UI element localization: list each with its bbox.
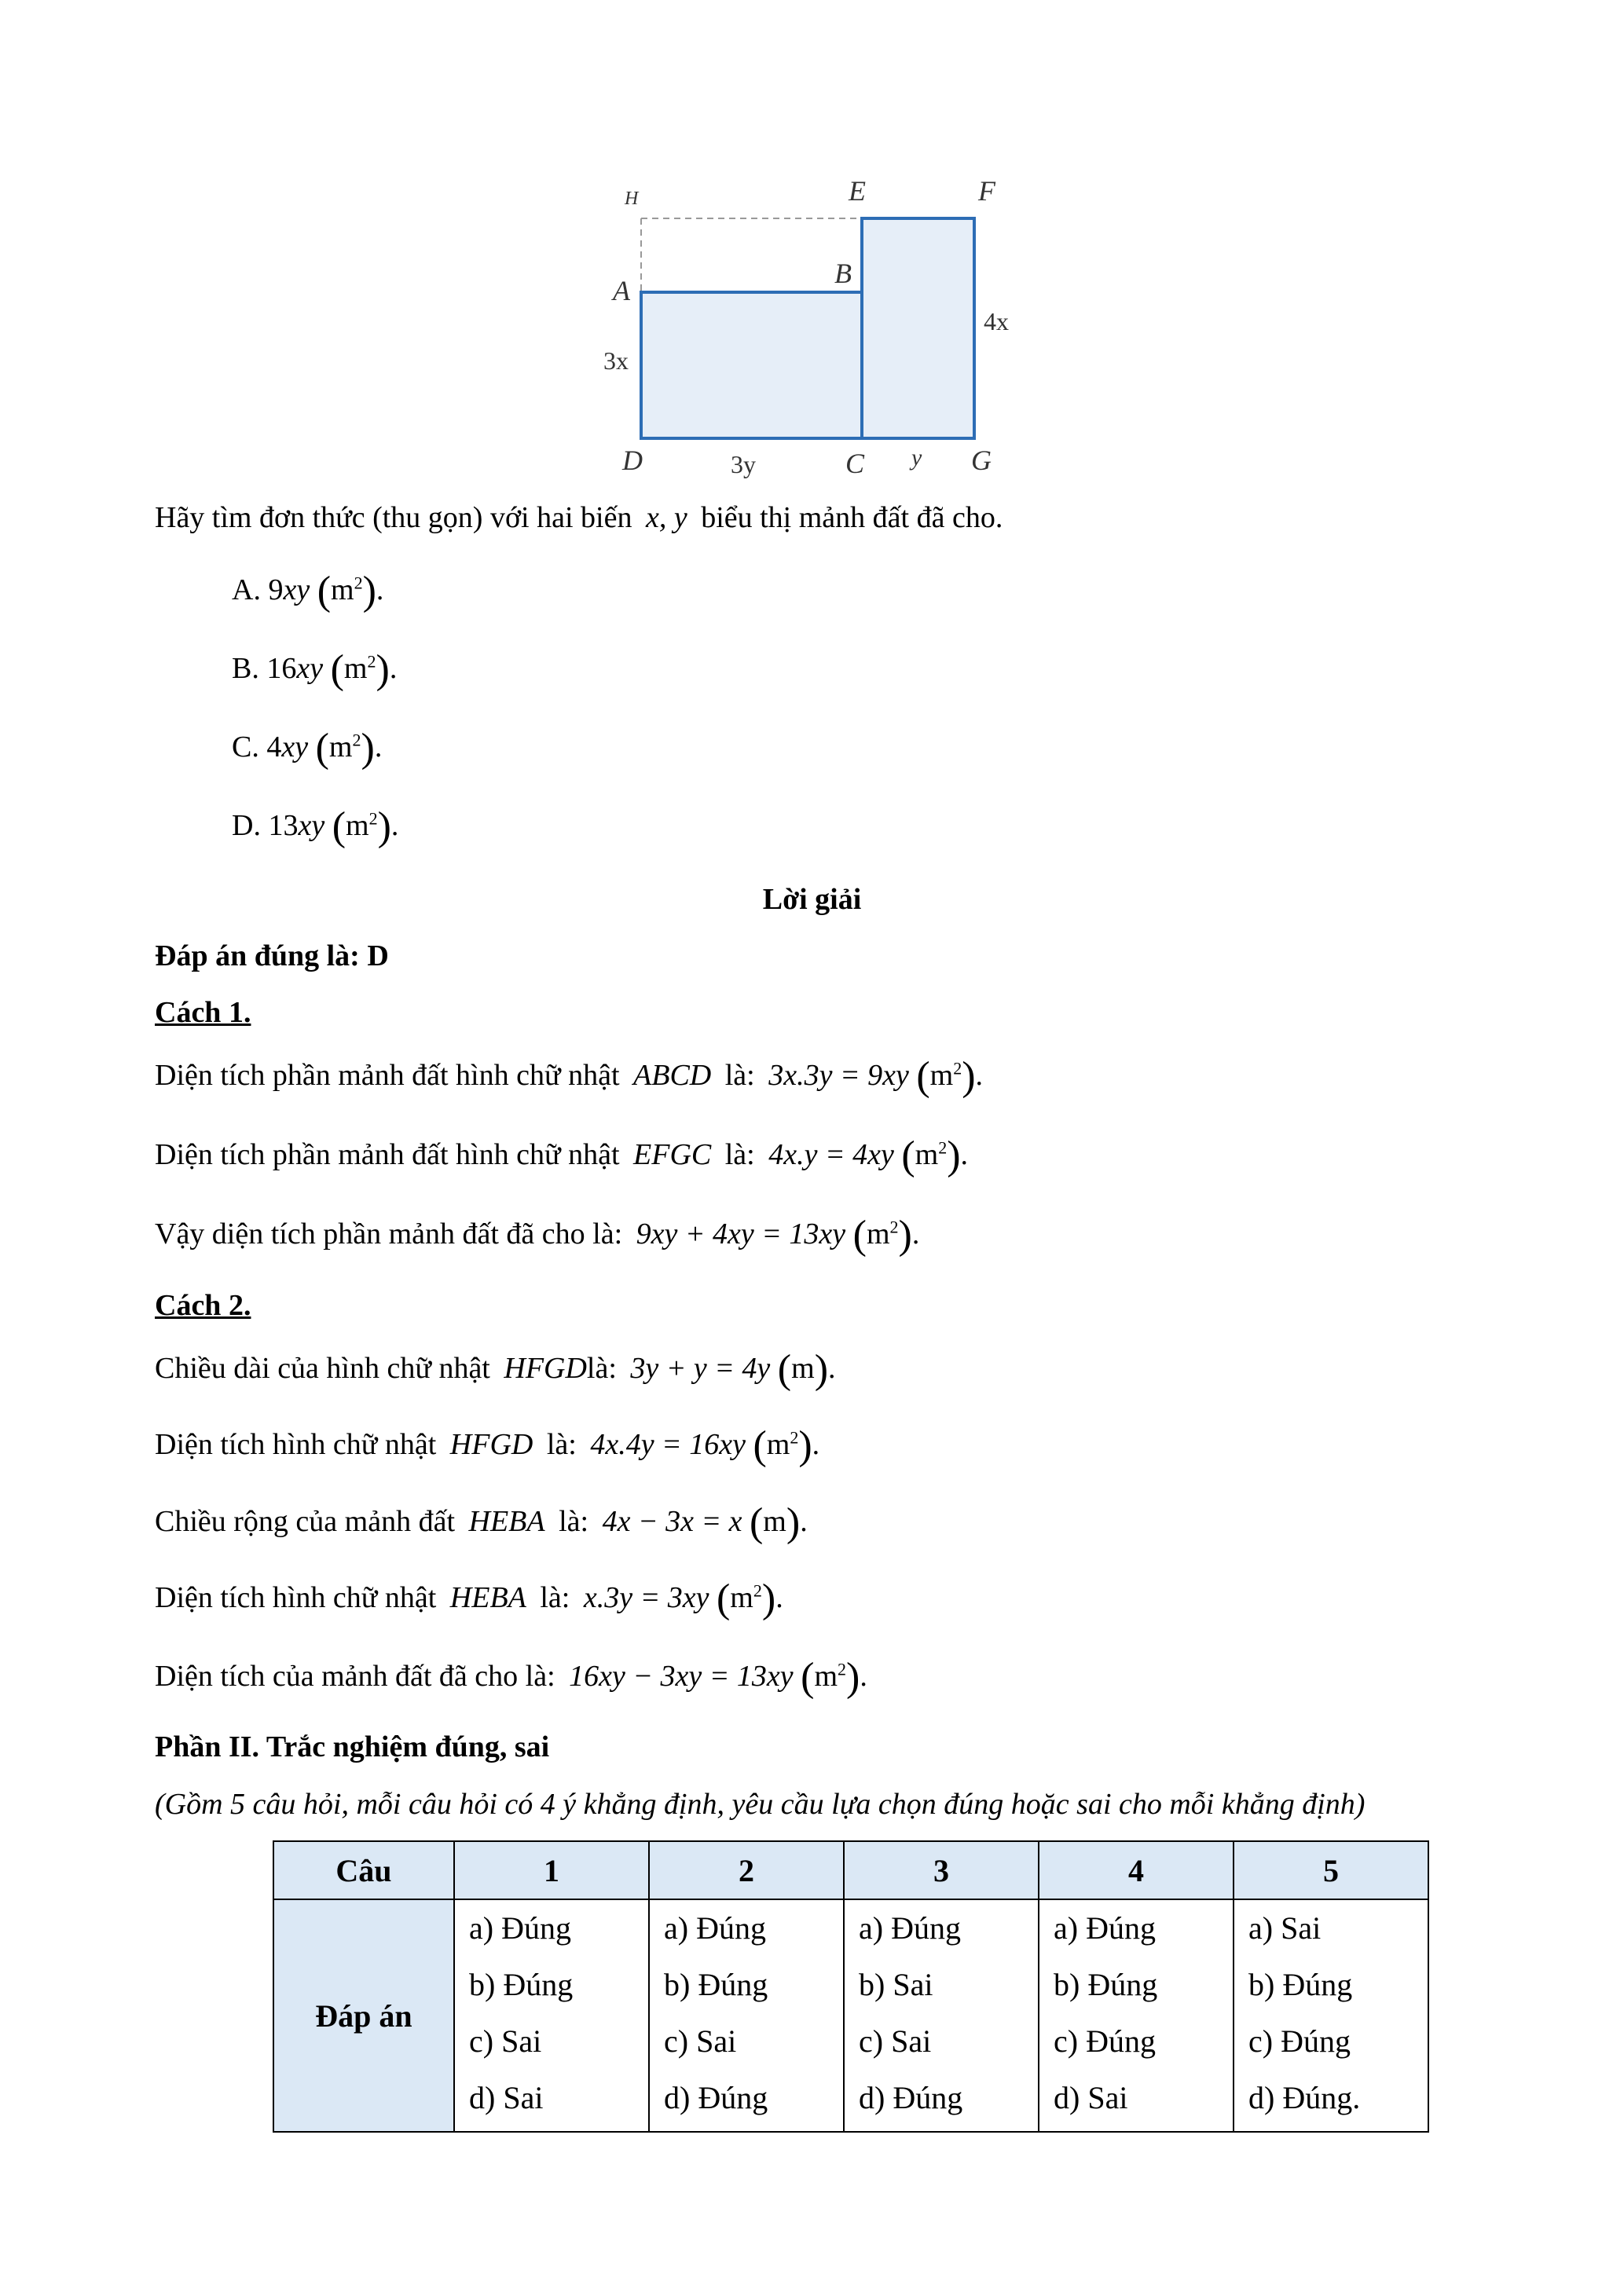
m2-line1: Chiều dài của hình chữ nhật HFGDlà: 3y + y = 4y (m). bbox=[155, 1347, 836, 1392]
option-a[interactable]: A. 9xy $(m^2)$. bbox=[232, 569, 384, 613]
label-d: D bbox=[622, 445, 643, 476]
label-c: C bbox=[845, 448, 865, 479]
label-e: E bbox=[849, 175, 866, 207]
header-3: 3 bbox=[844, 1841, 1039, 1899]
m1-line1: Diện tích phần mảnh đất hình chữ nhật ABCD là: 3x.3y = 9xy $(m^2)$. bbox=[155, 1054, 984, 1099]
dim-right: 4x bbox=[984, 307, 1009, 335]
m2-line4: Diện tích hình chữ nhật HEBA là: x.3y = 3xy $(m^2)$. bbox=[155, 1576, 783, 1621]
question-suffix: biểu thị mảnh đất đã cho. bbox=[701, 501, 1003, 534]
header-1: 1 bbox=[454, 1841, 649, 1899]
option-b[interactable]: B. 16xy $(m^2)$. bbox=[232, 647, 398, 692]
question-prefix: Hãy tìm đơn thức (thu gọn) với hai biến bbox=[155, 501, 632, 534]
answer-col-1: a) Đúng b) Đúng c) Sai d) Sai bbox=[454, 1899, 649, 2132]
option-c[interactable]: C. 4xy $(m^2)$. bbox=[232, 726, 383, 771]
header-4: 4 bbox=[1039, 1841, 1234, 1899]
header-cau: Câu bbox=[273, 1841, 454, 1899]
question-vars: x, y bbox=[645, 501, 687, 534]
method2-heading: Cách 2. bbox=[155, 1289, 251, 1322]
m2-line3: Chiều rộng của mảnh đất HEBA là: 4x − 3x = x (m). bbox=[155, 1500, 808, 1545]
answer-col-2: a) Đúng b) Đúng c) Sai d) Đúng bbox=[649, 1899, 844, 2132]
header-2: 2 bbox=[649, 1841, 844, 1899]
answer-col-3: a) Đúng b) Sai c) Sai d) Đúng bbox=[844, 1899, 1039, 2132]
solution-heading: Lời giải bbox=[762, 883, 862, 916]
table-header-row bbox=[273, 1841, 1428, 1899]
answer-table bbox=[273, 1840, 1429, 2133]
header-5: 5 bbox=[1234, 1841, 1428, 1899]
label-a: A bbox=[613, 275, 630, 306]
m1-line2: Diện tích phần mảnh đất hình chữ nhật EFGC là: 4x.y = 4xy $(m^2)$. bbox=[155, 1133, 969, 1178]
label-f: F bbox=[978, 175, 995, 207]
method1-heading: Cách 1. bbox=[155, 996, 251, 1029]
m2-line5: Diện tích của mảnh đất đã cho là: 16xy − 3xy = 13xy $(m^2)$. bbox=[155, 1655, 867, 1700]
answer-line: Đáp án đúng là: D bbox=[155, 939, 389, 972]
row-label: Đáp án bbox=[273, 1899, 454, 2132]
label-b: B bbox=[834, 258, 852, 289]
dim-bottom-dc: 3y bbox=[731, 450, 756, 478]
rect-efgc bbox=[862, 218, 974, 438]
part2-note: (Gồm 5 câu hỏi, mỗi câu hỏi có 4 ý khẳng định, yêu cầu lựa chọn đúng hoặc sai cho mỗi khẳng định) bbox=[155, 1788, 1366, 1821]
label-h: H bbox=[625, 189, 639, 209]
answer-col-5: a) Sai b) Đúng c) Đúng d) Đúng. bbox=[1234, 1899, 1428, 2132]
m2-line2: Diện tích hình chữ nhật HFGD là: 4x.4y = 16xy $(m^2)$. bbox=[155, 1423, 820, 1468]
dim-bottom-cg: y bbox=[911, 445, 922, 471]
question-text bbox=[155, 503, 1003, 533]
table-row bbox=[273, 1899, 1428, 2132]
dim-left: 3x bbox=[603, 346, 629, 375]
rect-abcd bbox=[641, 292, 862, 438]
land-diagram bbox=[581, 173, 1053, 487]
option-d[interactable]: D. 13xy $(m^2)$. bbox=[232, 804, 399, 849]
label-g: G bbox=[971, 445, 992, 476]
m1-line3: Vậy diện tích phần mảnh đất đã cho là: 9xy + 4xy = 13xy $(m^2)$. bbox=[155, 1213, 920, 1258]
part2-title: Phần II. Trắc nghiệm đúng, sai bbox=[155, 1730, 550, 1763]
answer-col-4: a) Đúng b) Đúng c) Đúng d) Sai bbox=[1039, 1899, 1234, 2132]
